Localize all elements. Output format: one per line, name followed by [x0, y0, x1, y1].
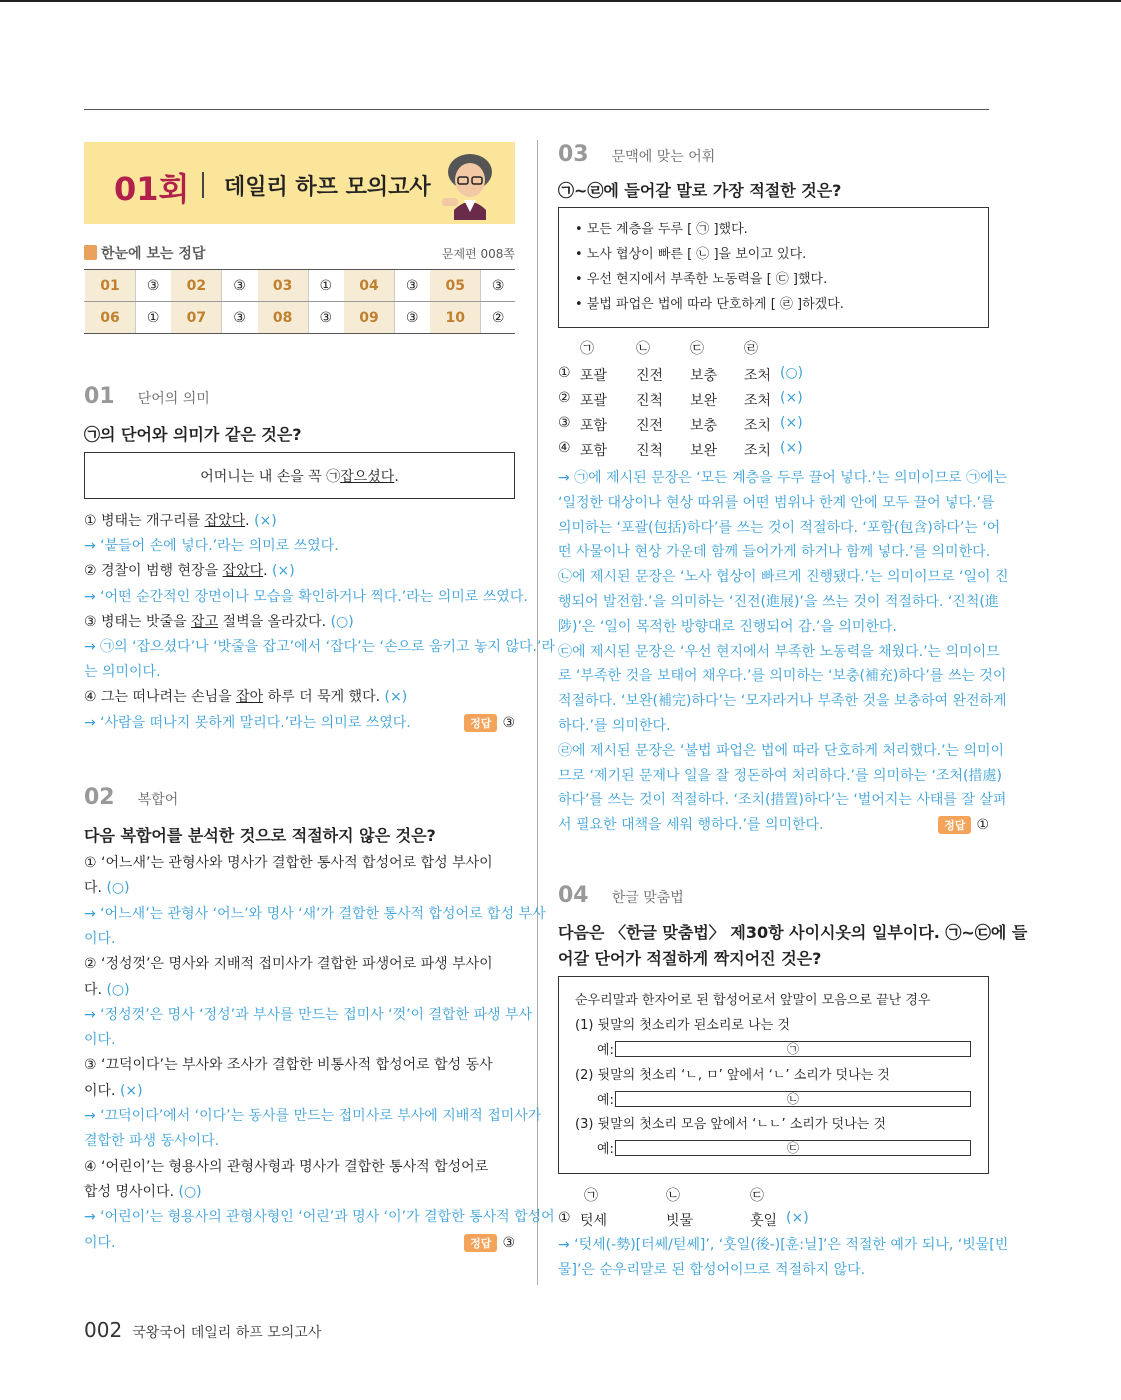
judgement-mark: (○) — [106, 880, 130, 897]
option-cell: 조치 — [744, 418, 772, 434]
option-text: 다. — [84, 981, 107, 998]
answer-table — [84, 269, 515, 334]
header-rule — [84, 109, 989, 110]
option-cell: 보충 — [690, 368, 718, 384]
text-line — [84, 928, 116, 948]
explanation-text: 이다. — [84, 1234, 116, 1251]
option-text: . — [245, 513, 255, 529]
q03-answer: 정답 ① — [938, 814, 989, 834]
q01-answer: 정답 ③ — [464, 712, 515, 732]
answer-value: ① — [308, 270, 343, 302]
explanation-text: 하다.’를 의미한다. — [558, 718, 671, 734]
explanation-text: 이다. — [84, 1032, 116, 1049]
text-line — [84, 1206, 555, 1226]
q01-header: 01 단어의 의미 — [84, 384, 210, 409]
q02-answer: 정답 ③ — [464, 1232, 515, 1252]
option-cell: 진전 — [636, 418, 664, 434]
explanation-text: 행되어 발전함.’을 의미하는 ‘진전(進展)’을 쓰는 것이 적절하다. ‘진척(進 — [558, 594, 999, 610]
option-text: ② 경찰이 범행 현장을 — [84, 563, 223, 580]
option-cell: 포괄 — [580, 393, 608, 409]
judgement-mark: (×) — [780, 415, 803, 431]
option-text: 이다. — [84, 1082, 120, 1099]
explanation-text: 의미하는 ‘포괄(包括)하다’를 쓰는 것이 적절하다. ‘포함(包含)하다’는 ‘어 — [558, 519, 1001, 536]
option-cell: 진척 — [636, 443, 664, 459]
column-header: ㉢ — [750, 1188, 764, 1204]
text-line — [84, 1181, 202, 1201]
judgement-mark: (×) — [780, 440, 803, 456]
answer-qnum: 05 — [430, 270, 481, 302]
explanation-text: → ‘어느새’는 관형사 ‘어느’와 명사 ‘새’가 결합한 통사적 합성어로 합성 부사 — [84, 905, 546, 922]
answer-qnum: 07 — [171, 302, 222, 334]
text-line — [84, 1232, 116, 1252]
answer-value: ③ — [308, 302, 343, 334]
explanation-text: 로 ‘부족한 것을 보태어 채우다.’를 의미하는 ‘보충(補充)하다’를 쓰는 것이 — [558, 668, 1007, 685]
q01-passage-box: 어머니는 내 손을 꼭 ㉠잡으셨다. — [84, 452, 515, 499]
option-cell: 보완 — [690, 393, 718, 409]
page-footer — [84, 1318, 321, 1342]
explanation-text: 므로 ‘제기된 문제나 일을 잘 정돈하여 처리하다.’를 의미하는 ‘조처(措處) — [558, 767, 1002, 784]
explanation-text: 는 의미이다. — [84, 664, 161, 681]
option-number: ② — [558, 390, 571, 406]
option-text: . — [263, 563, 273, 580]
q03-passage-box — [558, 207, 989, 328]
option-cell: 진척 — [636, 393, 664, 409]
explanation-text: ㉣에 제시된 문장은 ‘불법 파업은 법에 따라 단호하게 처리했다.’는 의미이 — [558, 742, 1005, 759]
underlined-word: 잡아 — [236, 689, 264, 706]
text-line — [84, 1054, 493, 1074]
option-number: ④ — [558, 440, 571, 456]
option-number: ① — [558, 1210, 571, 1226]
underlined-word: 잡았다 — [222, 563, 264, 580]
option-text: 합성 명사이다. — [84, 1183, 179, 1200]
option-cell: 훗일 — [750, 1213, 778, 1229]
text-line — [84, 661, 161, 681]
passage-line: • 노사 협상이 빠른 [ ㉡ ]을 보이고 있다. — [575, 247, 807, 262]
page-number: 002 — [84, 1318, 123, 1342]
column-header: ㉠ — [580, 341, 594, 357]
answer-value: ③ — [222, 270, 257, 302]
text-line — [84, 1004, 532, 1024]
text-line — [84, 1029, 116, 1049]
explanation-text: → ‘어떤 순간적인 장면이나 모습을 확인하거나 찍다.’라는 의미로 쓰였다. — [84, 588, 528, 605]
answer-qnum: 01 — [85, 270, 136, 302]
text-line — [84, 1156, 488, 1176]
example-blank: ㉠ — [615, 1041, 971, 1057]
answer-qnum: 04 — [343, 270, 394, 302]
text-line — [84, 686, 407, 706]
explanation-text: → ㉠의 ‘잡으셨다’나 ‘밧줄을 잡고’에서 ‘잡다’는 ‘손으로 움키고 놓지 않다.’라 — [84, 639, 555, 655]
answer-qnum: 10 — [430, 302, 481, 334]
passage-line: • 우선 현지에서 부족한 노동력을 [ ㉢ ]했다. — [575, 272, 828, 287]
explanation-text: → ‘정성껏’은 명사 ‘정성’과 부사를 만드는 접미사 ‘껏’이 결합한 파생 부사 — [84, 1006, 533, 1023]
text-line — [84, 560, 295, 580]
text-line — [84, 953, 493, 973]
text-line — [84, 712, 411, 732]
judgement-mark: (×) — [384, 689, 408, 706]
table-row — [85, 270, 516, 302]
banner-title: 데일리 하프 모의고사 — [224, 175, 431, 200]
judgement-mark: (○) — [780, 365, 804, 381]
explanation-text: 서 필요한 대책을 세워 행하다.’를 의미한다. — [558, 817, 824, 834]
answer-qnum: 06 — [85, 302, 136, 334]
explanation-text: 결합한 파생 동사이다. — [84, 1133, 220, 1150]
explanation-text: → ‘끄덕이다’에서 ‘이다’는 동사를 만드는 접미사로 부사에 지배적 접미사가 — [84, 1108, 542, 1124]
table-row — [85, 302, 516, 334]
answer-value: ③ — [222, 302, 257, 334]
round-number: 01회 — [114, 170, 190, 208]
passage-line: • 불법 파업은 법에 따라 단호하게 [ ㉣ ]하겠다. — [575, 297, 844, 312]
explanation-text: 이다. — [84, 930, 116, 947]
explanation-text: ‘일정한 대상이나 현상 따위를 어떤 범위나 한계 안에 모두 끌어 넣다.’를 — [558, 494, 995, 511]
judgement-mark: (○) — [178, 1183, 202, 1200]
explanation-text: 하다’를 쓰는 것이 적절하다. ‘조치(措置)하다’는 ‘벌어지는 사태를 잘 살펴 — [558, 792, 1007, 809]
text-line — [84, 586, 528, 606]
rule-item: (3) 뒷말의 첫소리 모음 앞에서 ‘ㄴㄴ’ 소리가 덧나는 것 — [575, 1117, 886, 1132]
explanation-text: → ‘사람을 떠나지 못하게 말리다.’라는 의미로 쓰였다. — [84, 714, 411, 731]
q04-header: 04 한글 맞춤법 — [558, 883, 684, 908]
text-line — [84, 510, 277, 530]
text-line — [84, 852, 493, 872]
option-cell: 보완 — [690, 443, 718, 459]
example-blank: ㉡ — [615, 1091, 971, 1107]
problem-page-ref: 문제편 008쪽 — [441, 247, 515, 261]
underlined-word: 잡았다 — [204, 513, 246, 529]
answer-qnum: 03 — [257, 270, 308, 302]
banner-separator — [202, 172, 204, 198]
option-text: 다. — [84, 880, 107, 897]
option-text: 절벽을 올라갔다. — [218, 613, 331, 630]
option-text: ① 병태는 개구리를 — [84, 513, 205, 529]
top-border — [0, 0, 1121, 2]
explanation-text: → ‘어린이’는 형용사의 관형사형인 ‘어린’과 명사 ‘이’가 결합한 통사적 합성어 — [84, 1209, 555, 1226]
rule-item: (1) 뒷말의 첫소리가 된소리로 나는 것 — [575, 1018, 790, 1033]
q02-question: 다음 복합어를 분석한 것으로 적절하지 않은 것은? — [84, 826, 436, 845]
option-text: ③ ‘끄덕이다’는 부사와 조사가 결합한 비통사적 합성어로 합성 동사 — [84, 1057, 493, 1074]
q03-header: 03 문맥에 맞는 어휘 — [558, 142, 716, 167]
text-line — [84, 903, 546, 923]
option-text: ④ 그는 떠나려는 손님을 — [84, 689, 237, 706]
rule-item: (2) 뒷말의 첫소리 ‘ㄴ, ㅁ’ 앞에서 ‘ㄴ’ 소리가 덧나는 것 — [575, 1067, 890, 1083]
text-line — [84, 979, 130, 999]
answer-value: ③ — [394, 270, 429, 302]
explanation-text: 떤 사물이나 현상 가운데 함께 들어가게 하거나 함께 넣다.’를 의미한다. — [558, 544, 991, 561]
option-text: ② ‘정성껏’은 명사와 지배적 접미사가 결합한 파생어로 파생 부사이 — [84, 956, 493, 973]
column-header: ㉢ — [690, 341, 704, 357]
judgement-mark: (○) — [106, 981, 130, 998]
judgement-mark: (○) — [330, 613, 354, 630]
explanation-text: → ‘붙들어 손에 넣다.’라는 의미로 쓰였다. — [84, 538, 339, 555]
text-line — [84, 636, 555, 656]
option-text: ④ ‘어린이’는 형용사의 관형사형과 명사가 결합한 통사적 합성어로 — [84, 1158, 489, 1175]
column-header: ㉡ — [636, 341, 650, 357]
option-cell: 조치 — [744, 443, 772, 459]
answer-qnum: 08 — [257, 302, 308, 334]
text-line — [84, 535, 339, 555]
option-cell: 진전 — [636, 368, 664, 384]
answer-value: ③ — [394, 302, 429, 334]
explanation-text: 陟)’은 ‘일이 목적한 방향대로 진행되어 감.’을 의미한다. — [558, 618, 897, 635]
judgement-mark: (×) — [780, 390, 803, 406]
explanation-text: → ㉠에 제시된 문장은 ‘모든 계층을 두루 끌어 넣다.’는 의미이므로 ㉠에는 — [558, 470, 1008, 486]
column-header: ㉣ — [744, 341, 758, 357]
explanation-text: 물]’은 순우리말로 된 합성어이므로 적절하지 않다. — [558, 1262, 866, 1278]
option-text: ③ 병태는 밧줄을 — [84, 613, 192, 630]
judgement-mark: (×) — [272, 563, 295, 580]
q01-question: ㉠의 단어와 의미가 같은 것은? — [84, 425, 302, 444]
answer-value: ① — [136, 302, 171, 334]
title-banner — [84, 142, 515, 224]
option-text: ① ‘어느새’는 관형사와 명사가 결합한 통사적 합성어로 합성 부사이 — [84, 855, 493, 871]
text-line — [84, 1105, 541, 1125]
judgement-mark: (×) — [254, 513, 277, 529]
judgement-mark: (×) — [119, 1082, 143, 1099]
option-text: 하루 더 묵게 했다. — [263, 689, 385, 706]
text-line — [84, 1080, 143, 1100]
answer-value: ③ — [136, 270, 171, 302]
column-header: ㉡ — [666, 1188, 680, 1204]
text-line — [84, 877, 130, 897]
example-label: 예: — [597, 1142, 614, 1157]
column-header: ㉠ — [584, 1188, 598, 1204]
summary-icon — [84, 245, 97, 260]
text-line — [84, 1130, 219, 1150]
q04-question-line1: 다음은 〈한글 맞춤법〉 제30항 사이시옷의 일부이다. ㉠~㉢에 들 — [558, 923, 1028, 942]
answer-value: ② — [481, 302, 515, 334]
book-title: 국왕국어 데일리 하프 모의고사 — [132, 1325, 322, 1341]
judgement-mark: (×) — [786, 1210, 809, 1226]
answer-qnum: 02 — [171, 270, 222, 302]
option-cell: 빗물 — [666, 1213, 694, 1229]
explanation-text: ㉢에 제시된 문장은 ‘우선 현지에서 부족한 노동력을 채웠다.’는 의미이므 — [558, 643, 1000, 660]
explanation-text: 적절하다. ‘보완(補完)하다’는 ‘모자라거나 부족한 것을 보충하여 완전하게 — [558, 693, 1007, 710]
option-cell: 포함 — [580, 418, 608, 434]
explanation-text: ㉡에 제시된 문장은 ‘노사 협상이 빠르게 진행됐다.’는 의미이므로 ‘일이 진 — [558, 569, 1009, 586]
teacher-avatar-icon — [434, 150, 504, 220]
option-cell: 보충 — [690, 418, 718, 434]
text-line — [84, 611, 354, 631]
option-cell: 조처 — [744, 393, 772, 409]
option-cell: 포괄 — [580, 368, 608, 384]
example-label: 예: — [597, 1043, 614, 1058]
explanation-text: → ‘텃세(-勢)[터쎄/턷쎄]’, ‘훗일(後-)[훈:닐]’은 적절한 예가 되나, ‘빗물[빈 — [558, 1237, 1009, 1253]
option-cell: 포함 — [580, 443, 608, 459]
answer-summary-heading: 한눈에 보는 정답 — [84, 243, 205, 263]
answer-qnum: 09 — [343, 302, 394, 334]
example-label: 예: — [597, 1092, 614, 1108]
option-number: ③ — [558, 415, 571, 431]
underlined-word: 잡고 — [191, 613, 219, 630]
option-cell: 텃세 — [580, 1213, 608, 1229]
option-cell: 조처 — [744, 368, 772, 384]
q04-passage-box: 순우리말과 한자어로 된 합성어로서 앞말이 모음으로 끝난 경우 (1) 뒷말의 첫소리가 된소리로 나는 것 예: ㉠ (2) 뒷말의 첫소리 ‘ㄴ, ㅁ’ 앞에서 ‘ㄴ’ 소리가 덧나는 것 예: ㉡ (3) 뒷말의 첫소리 모음 앞에서 ‘ㄴㄴ’ 소리가 덧나는 것 예: ㉢ — [558, 976, 989, 1174]
passage-line: • 모든 계층을 두루 [ ㉠ ]했다. — [575, 222, 748, 237]
example-blank: ㉢ — [615, 1140, 971, 1156]
q03-question: ㉠~㉣에 들어갈 말로 가장 적절한 것은? — [558, 181, 842, 200]
q04-question-line2: 어갈 단어가 적절하게 짝지어진 것은? — [558, 949, 822, 968]
option-number: ① — [558, 365, 571, 381]
q02-header: 02 복합어 — [84, 785, 179, 810]
answer-value: ③ — [481, 270, 515, 302]
